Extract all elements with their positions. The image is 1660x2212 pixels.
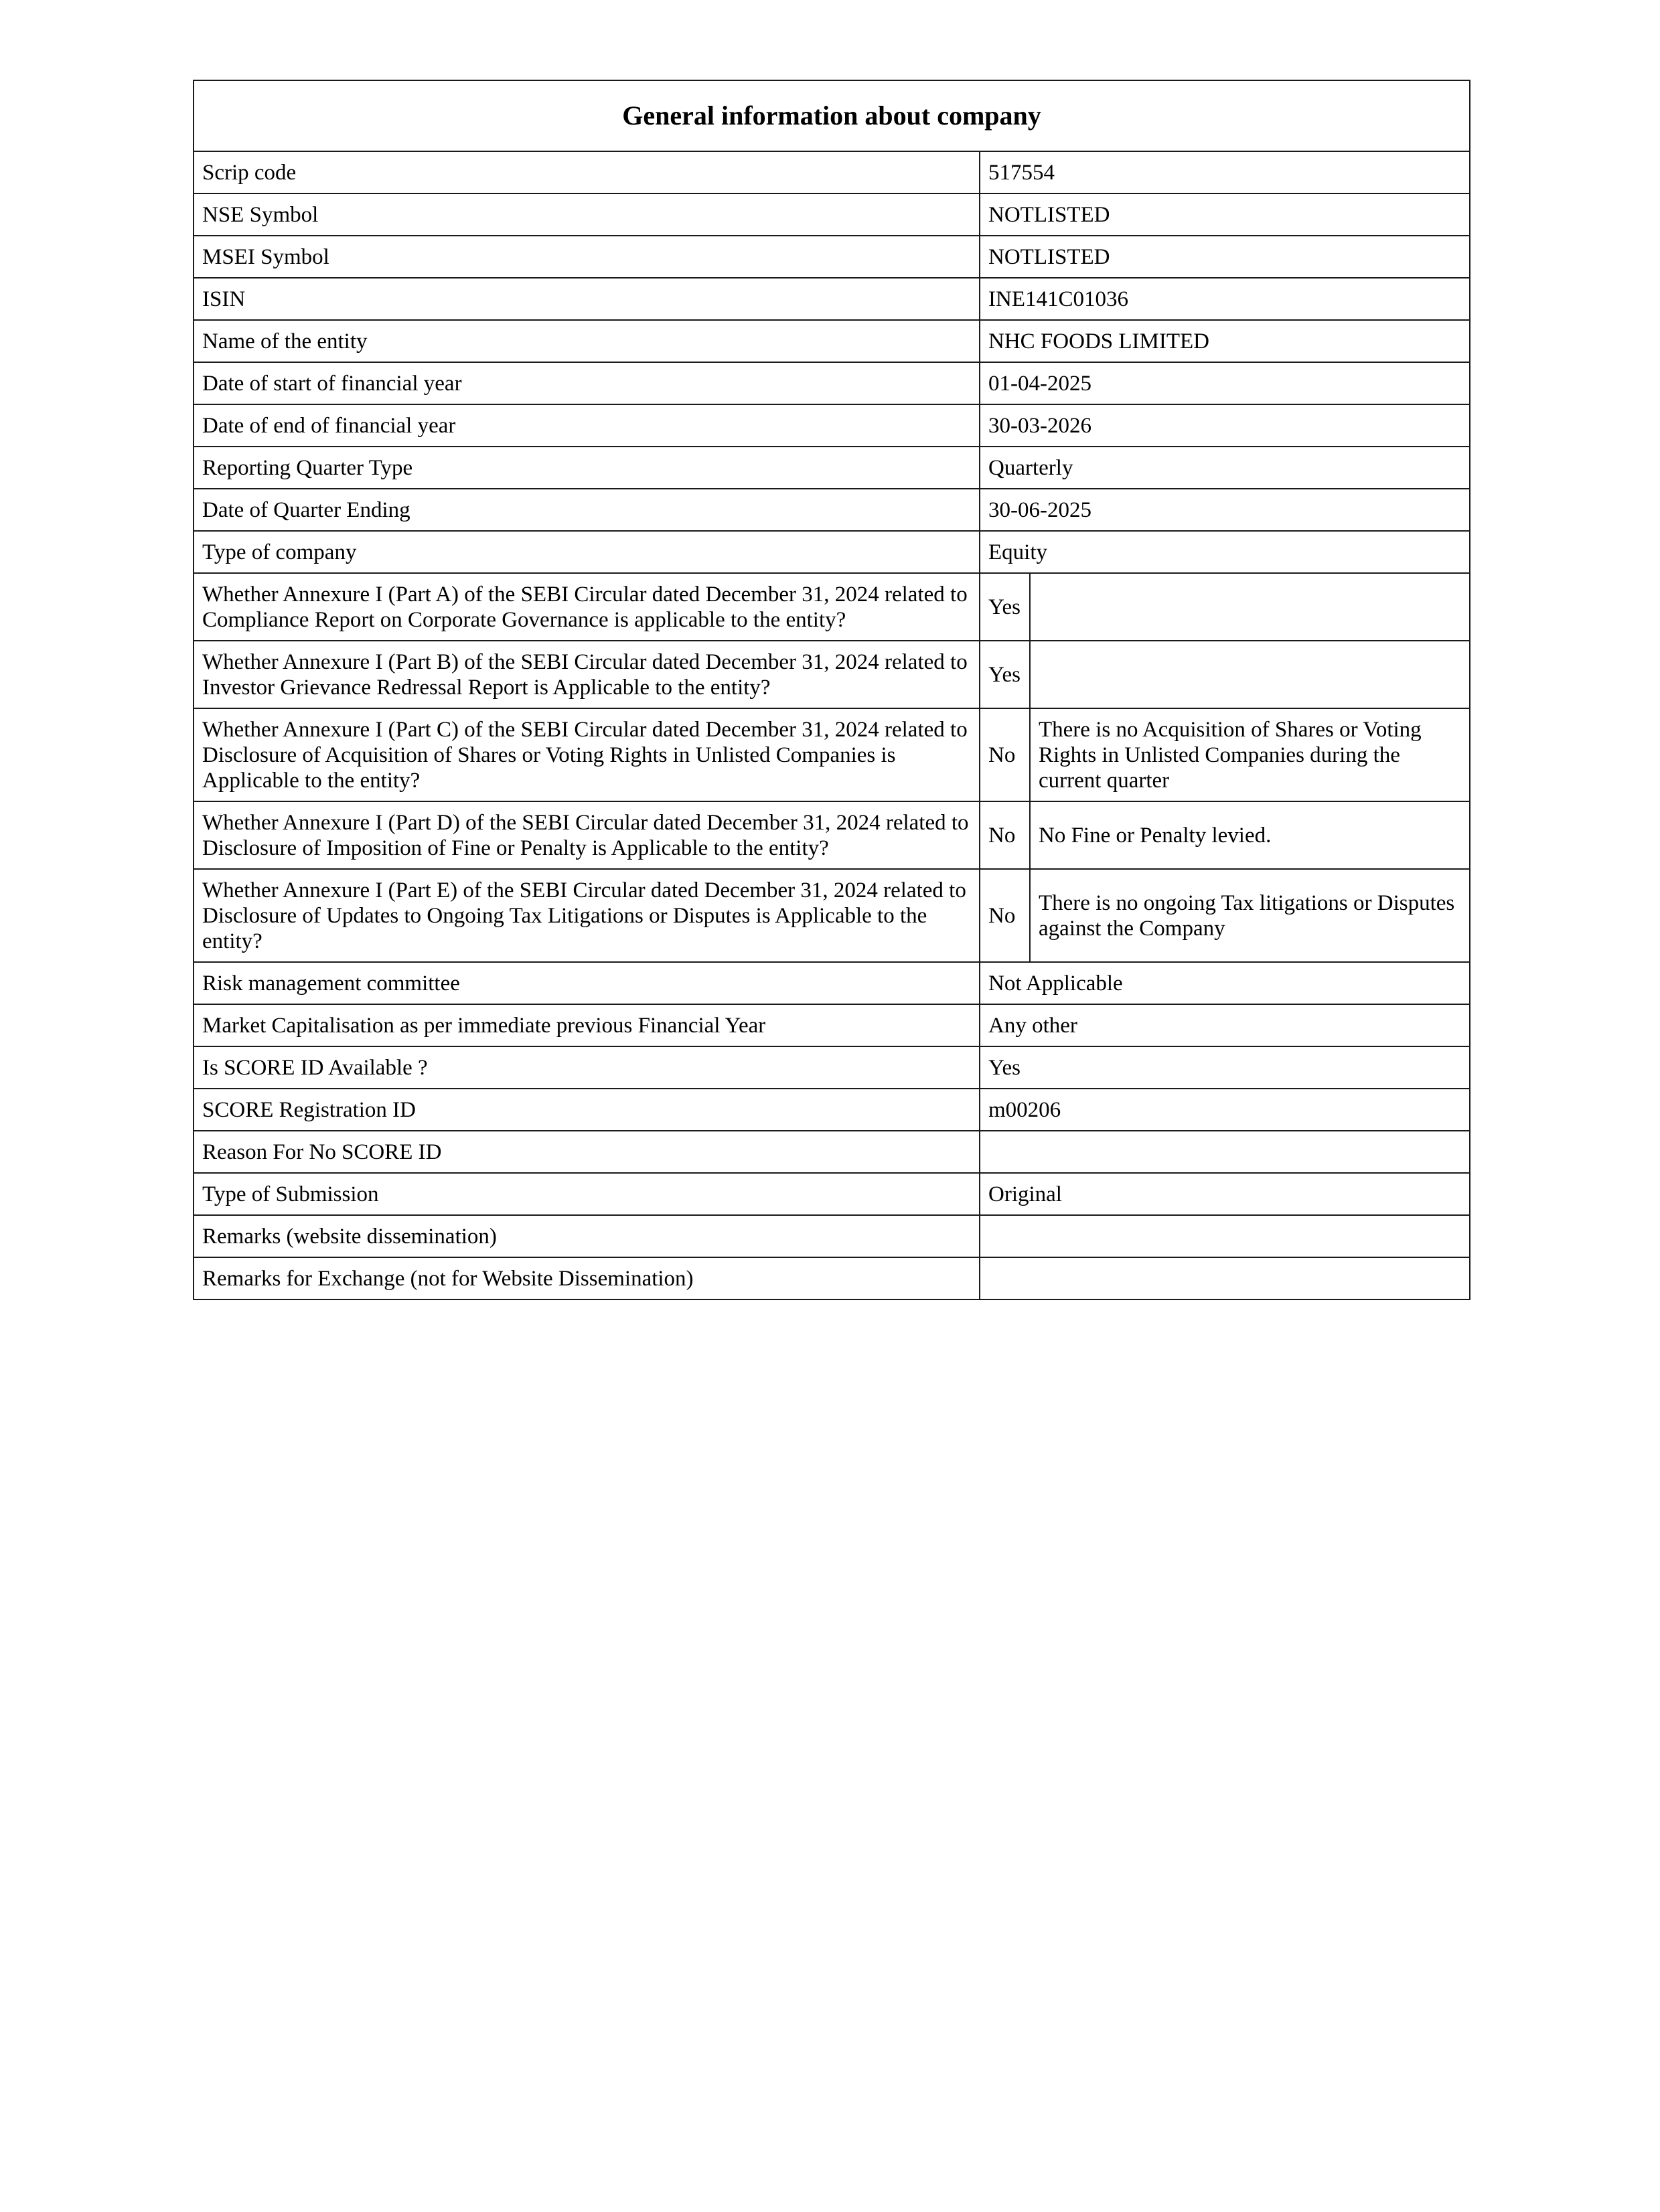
annexure-label: Whether Annexure I (Part C) of the SEBI Circular dated December 31, 2024 related to Disclosure of Acquisition of Shares or Voting Rights in Unlisted Companies is Applicable to the entity? bbox=[194, 708, 980, 801]
row-value: Any other bbox=[980, 1004, 1470, 1046]
annexure-flag: No bbox=[980, 869, 1030, 962]
table-row bbox=[194, 320, 1470, 362]
row-label: Date of Quarter Ending bbox=[194, 489, 980, 531]
row-value: Quarterly bbox=[980, 447, 1470, 489]
general-info-table bbox=[193, 80, 1470, 1300]
row-label: ISIN bbox=[194, 278, 980, 320]
row-value: 30-03-2026 bbox=[980, 404, 1470, 447]
annexure-flag: Yes bbox=[980, 573, 1030, 641]
table-row bbox=[194, 151, 1470, 193]
annexure-flag: No bbox=[980, 708, 1030, 801]
row-value: 01-04-2025 bbox=[980, 362, 1470, 404]
row-label: Market Capitalisation as per immediate previous Financial Year bbox=[194, 1004, 980, 1046]
row-label: MSEI Symbol bbox=[194, 236, 980, 278]
row-label: Date of end of financial year bbox=[194, 404, 980, 447]
annexure-remark bbox=[1030, 573, 1470, 641]
title-row bbox=[194, 80, 1470, 151]
row-value: NHC FOODS LIMITED bbox=[980, 320, 1470, 362]
row-value: Yes bbox=[980, 1046, 1470, 1089]
annexure-label: Whether Annexure I (Part B) of the SEBI Circular dated December 31, 2024 related to Investor Grievance Redressal Report is Applicable to the entity? bbox=[194, 641, 980, 708]
row-value: Original bbox=[980, 1173, 1470, 1215]
row-value: Equity bbox=[980, 531, 1470, 573]
row-value: NOTLISTED bbox=[980, 236, 1470, 278]
row-value: m00206 bbox=[980, 1089, 1470, 1131]
annexure-label: Whether Annexure I (Part D) of the SEBI Circular dated December 31, 2024 related to Disclosure of Imposition of Fine or Penalty is Applicable to the entity? bbox=[194, 801, 980, 869]
row-value: Not Applicable bbox=[980, 962, 1470, 1004]
table-row bbox=[194, 489, 1470, 531]
table-row bbox=[194, 962, 1470, 1004]
row-label: Remarks (website dissemination) bbox=[194, 1215, 980, 1257]
annexure-flag: No bbox=[980, 801, 1030, 869]
annexure-row-part-c bbox=[194, 708, 1470, 801]
annexure-flag: Yes bbox=[980, 641, 1030, 708]
table-title: General information about company bbox=[194, 80, 1470, 151]
row-label: Reporting Quarter Type bbox=[194, 447, 980, 489]
table-row bbox=[194, 236, 1470, 278]
annexure-row-part-a bbox=[194, 573, 1470, 641]
table-row bbox=[194, 193, 1470, 236]
row-label: Date of start of financial year bbox=[194, 362, 980, 404]
row-label: Risk management committee bbox=[194, 962, 980, 1004]
table-row bbox=[194, 1257, 1470, 1299]
table-row bbox=[194, 1004, 1470, 1046]
annexure-row-part-b bbox=[194, 641, 1470, 708]
row-label: SCORE Registration ID bbox=[194, 1089, 980, 1131]
annexure-remark: There is no ongoing Tax litigations or Disputes against the Company bbox=[1030, 869, 1470, 962]
annexure-remark bbox=[1030, 641, 1470, 708]
annexure-remark: There is no Acquisition of Shares or Voting Rights in Unlisted Companies during the current quarter bbox=[1030, 708, 1470, 801]
annexure-row-part-d bbox=[194, 801, 1470, 869]
row-value bbox=[980, 1215, 1470, 1257]
table-row bbox=[194, 1046, 1470, 1089]
row-value bbox=[980, 1257, 1470, 1299]
annexure-row-part-e bbox=[194, 869, 1470, 962]
table-row bbox=[194, 1215, 1470, 1257]
annexure-label: Whether Annexure I (Part A) of the SEBI Circular dated December 31, 2024 related to Compliance Report on Corporate Governance is applicable to the entity? bbox=[194, 573, 980, 641]
table-row bbox=[194, 1089, 1470, 1131]
row-label: Remarks for Exchange (not for Website Dissemination) bbox=[194, 1257, 980, 1299]
row-value: INE141C01036 bbox=[980, 278, 1470, 320]
row-label: Scrip code bbox=[194, 151, 980, 193]
row-value: NOTLISTED bbox=[980, 193, 1470, 236]
row-value bbox=[980, 1131, 1470, 1173]
table-row bbox=[194, 447, 1470, 489]
table-row bbox=[194, 362, 1470, 404]
table-row bbox=[194, 404, 1470, 447]
row-label: Type of company bbox=[194, 531, 980, 573]
row-label: Type of Submission bbox=[194, 1173, 980, 1215]
row-label: Reason For No SCORE ID bbox=[194, 1131, 980, 1173]
table-row bbox=[194, 1173, 1470, 1215]
annexure-remark: No Fine or Penalty levied. bbox=[1030, 801, 1470, 869]
row-value: 30-06-2025 bbox=[980, 489, 1470, 531]
annexure-label: Whether Annexure I (Part E) of the SEBI Circular dated December 31, 2024 related to Disclosure of Updates to Ongoing Tax Litigations or Disputes is Applicable to the entity? bbox=[194, 869, 980, 962]
row-label: Is SCORE ID Available ? bbox=[194, 1046, 980, 1089]
row-value: 517554 bbox=[980, 151, 1470, 193]
table-row bbox=[194, 1131, 1470, 1173]
row-label: Name of the entity bbox=[194, 320, 980, 362]
table-row bbox=[194, 531, 1470, 573]
table-row bbox=[194, 278, 1470, 320]
row-label: NSE Symbol bbox=[194, 193, 980, 236]
